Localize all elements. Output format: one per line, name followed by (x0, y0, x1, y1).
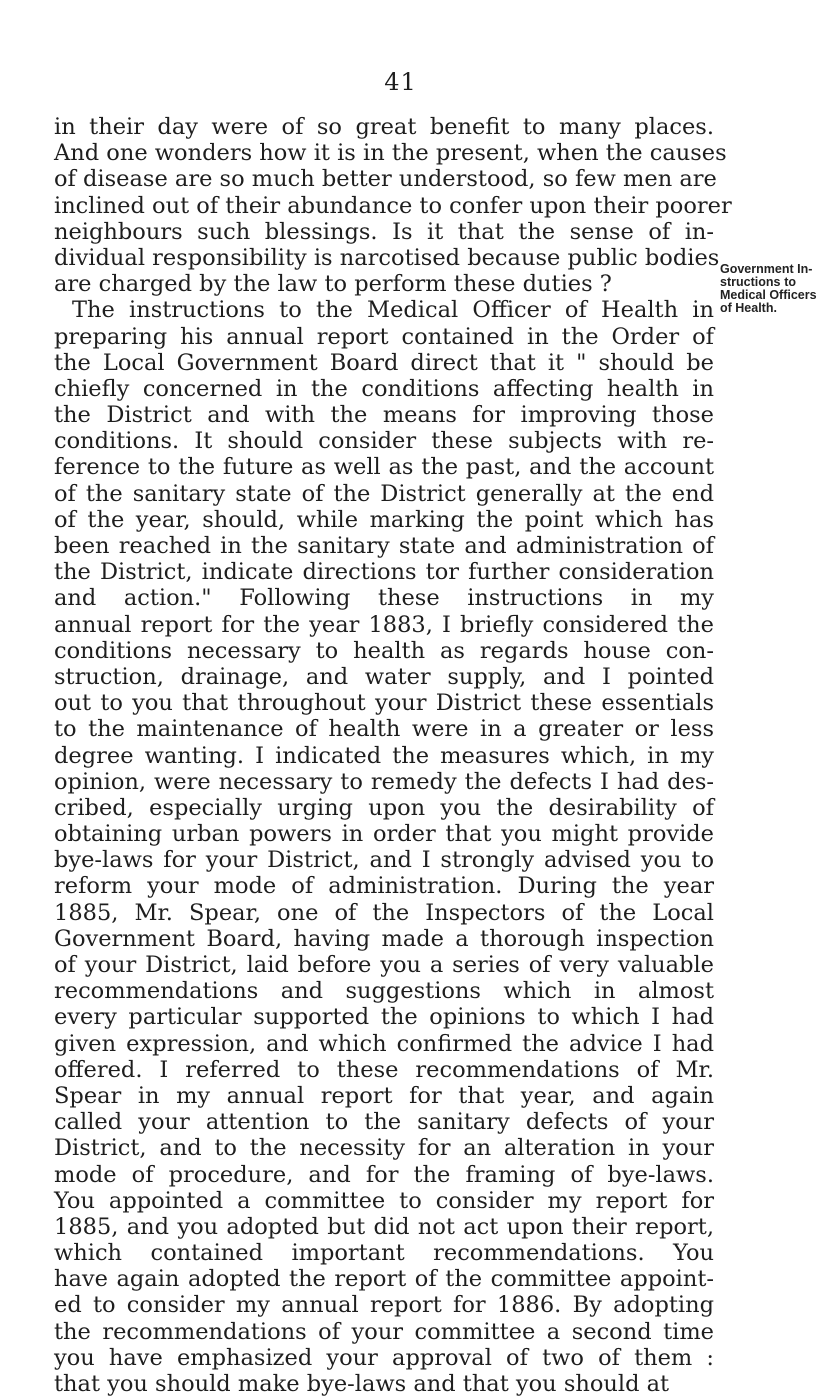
text-line: The instructions to the Medical Officer of Health in (72, 297, 714, 324)
text-line: obtaining urban powers in order that you might provide (54, 821, 714, 848)
text-line: in their day were of so great benefit to many places. (54, 114, 714, 140)
text-line: bye-laws for your District, and I strongly advised you to (54, 847, 714, 874)
text-line: mode of procedure, and for the framing of bye-laws. (54, 1161, 714, 1188)
text-line: chiefly concerned in the conditions affecting health in (54, 375, 714, 402)
margin-note-line: Medical Officers (720, 288, 817, 302)
text-line: conditions. It should consider these subjects with re- (54, 428, 714, 455)
text-line: preparing his annual report contained in the Order of (54, 323, 714, 350)
text-line: offered. I referred to these recommendations of Mr. (54, 1056, 714, 1083)
text-line: given expression, and which confirmed the advice I had (54, 1030, 714, 1057)
text-line: annual report for the year 1883, I briefly considered the (54, 611, 714, 638)
body-text (54, 114, 732, 1397)
margin-note-line: of Health. (720, 301, 777, 315)
text-line: of your District, laid before you a series of very valuable (54, 952, 714, 978)
margin-note-line: structions to (720, 275, 796, 289)
text-line: inclined out of their abundance to confer upon their poorer (54, 192, 732, 219)
text-line: and action." Following these instructions in my (54, 585, 714, 612)
text-line: opinion, were necessary to remedy the defects I had des- (54, 768, 714, 795)
text-line: the recommendations of your committee a second time (54, 1318, 714, 1345)
text-line: to the maintenance of health were in a greater or less (54, 716, 714, 743)
text-line: neighbours such blessings. Is it that the sense of in- (54, 218, 714, 245)
margin-note (720, 262, 817, 315)
text-line: been reached in the sanitary state and administration of (54, 533, 714, 559)
text-line: the District, indicate directions tor further consideration (54, 559, 714, 586)
text-line: of disease are so much better understood, so few men are (54, 166, 717, 193)
text-line: cribed, especially urging upon you the desirability of (54, 794, 714, 821)
text-line: Spear in my annual report for that year, and again (54, 1082, 714, 1109)
text-line: of the sanitary state of the District generally at the end (54, 480, 714, 507)
text-line: ference to the future as well as the past, and the account (54, 454, 714, 481)
text-line: reform your mode of administration. During the year (54, 873, 714, 900)
text-line: degree wanting. I indicated the measures which, in my (54, 742, 714, 769)
text-line: the Local Government Board direct that it " should be (54, 349, 714, 376)
text-line: ed to consider my annual report for 1886. By adopting (54, 1292, 714, 1319)
text-line: conditions necessary to health as regards house con- (54, 637, 714, 664)
margin-note-line: Government In- (720, 262, 813, 276)
text-line: out to you that throughout your District these essentials (54, 690, 714, 717)
text-line: the District and with the means for improving those (54, 402, 714, 429)
text-line: District, and to the necessity for an alteration in your (54, 1135, 714, 1162)
text-line: recommendations and suggestions which in almost (54, 978, 714, 1005)
text-line: you have emphasized your approval of two of them : (54, 1344, 714, 1371)
text-line: And one wonders how it is in the present, when the causes (54, 140, 727, 167)
text-line: 1885, Mr. Spear, one of the Inspectors of the Local (54, 899, 714, 926)
text-line: called your attention to the sanitary defects of your (54, 1109, 714, 1136)
text-line: dividual responsibility is narcotised because public bodies (54, 244, 720, 271)
text-line: which contained important recommendations. You (54, 1240, 714, 1267)
text-line: You appointed a committee to consider my report for (54, 1187, 714, 1214)
text-line: every particular supported the opinions to which I had (54, 1004, 714, 1031)
text-line: have again adopted the report of the committee appoint- (54, 1266, 714, 1293)
text-line: Government Board, having made a thorough inspection (54, 925, 714, 952)
text-line: of the year, should, while marking the point which has (54, 506, 714, 533)
text-line: struction, drainage, and water supply, and I pointed (54, 663, 714, 690)
page-number: 41 (384, 68, 417, 96)
text-line: 1885, and you adopted but did not act upon their report, (54, 1213, 714, 1240)
text-line: are charged by the law to perform these duties ? (54, 271, 612, 298)
text-line: that you should make bye-laws and that you should at (54, 1371, 670, 1397)
